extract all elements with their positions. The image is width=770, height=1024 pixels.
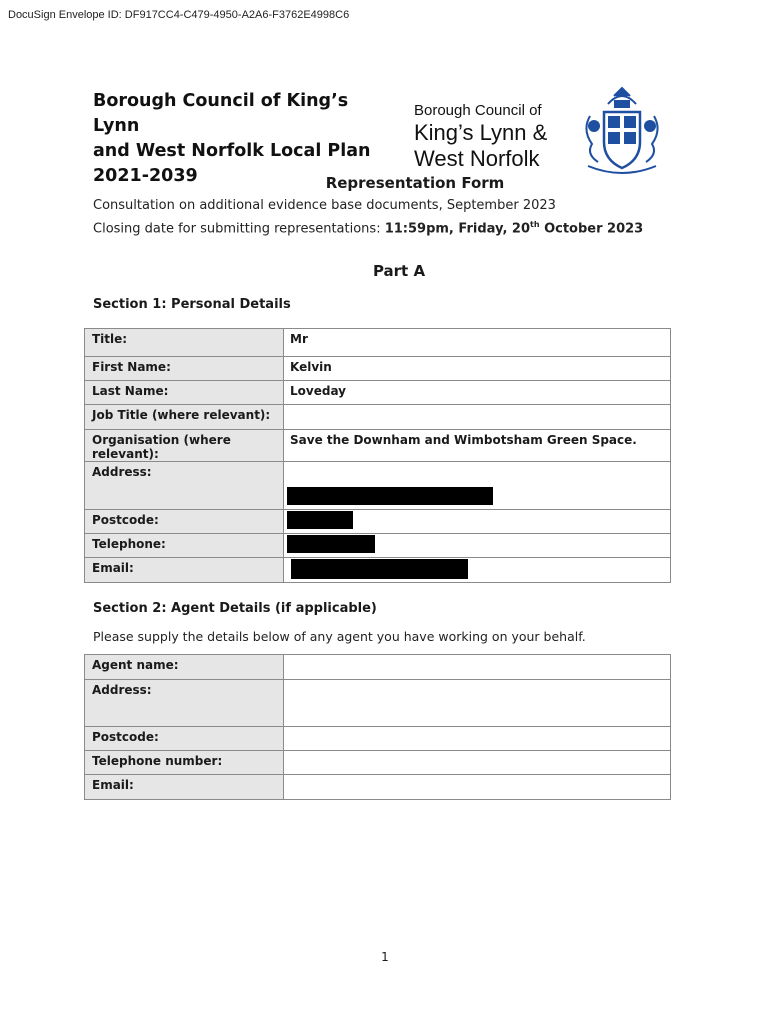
table-row: [85, 775, 671, 800]
table-row: [85, 680, 671, 727]
coat-of-arms-icon: [578, 86, 666, 178]
job-title-field[interactable]: [284, 405, 671, 430]
telephone-field[interactable]: [284, 534, 671, 558]
row-label: Address:: [85, 680, 284, 727]
row-label: Postcode:: [85, 510, 284, 534]
organisation-field[interactable]: Save the Downham and Wimbotsham Green Space.: [284, 430, 671, 462]
table-row: [85, 405, 671, 430]
closing-date-sup: th: [530, 220, 540, 229]
postcode-field[interactable]: [284, 510, 671, 534]
row-label: Address:: [85, 462, 284, 510]
table-row: [85, 534, 671, 558]
closing-date: [93, 220, 643, 236]
consultation-text: Consultation on additional evidence base documents, September 2023: [93, 198, 556, 213]
redaction-block: [287, 535, 375, 553]
row-label: Email:: [85, 775, 284, 800]
email-field[interactable]: [284, 558, 671, 583]
form-title: Representation Form: [325, 174, 505, 192]
row-label: Last Name:: [85, 381, 284, 405]
row-label: First Name:: [85, 357, 284, 381]
row-label: Postcode:: [85, 727, 284, 751]
agent-address-field[interactable]: [284, 680, 671, 727]
table-row: [85, 751, 671, 775]
agent-instruction: Please supply the details below of any agent you have working on your behalf.: [93, 629, 586, 644]
part-label: Part A: [372, 262, 426, 280]
first-name-field[interactable]: Kelvin: [284, 357, 671, 381]
redaction-block: [287, 487, 493, 505]
personal-details-table: [84, 328, 671, 583]
table-row: [85, 462, 671, 510]
closing-date-bold: 11:59pm, Friday, 20: [384, 221, 531, 237]
row-label: Title:: [85, 329, 284, 357]
council-logo-text: [414, 102, 547, 172]
closing-prefix: Closing date for submitting representations:: [93, 221, 385, 237]
row-label: Telephone number:: [85, 751, 284, 775]
title-line-1: Borough Council of King’s Lynn: [93, 91, 349, 136]
agent-email-field[interactable]: [284, 775, 671, 800]
row-label: Email:: [85, 558, 284, 583]
table-row: [85, 558, 671, 583]
docusign-envelope-id: DocuSign Envelope ID: DF917CC4-C479-4950-A2A6-F3762E4998C6: [8, 9, 350, 21]
title-line-2: and West Norfolk Local Plan: [93, 141, 371, 161]
table-row: [85, 510, 671, 534]
table-row: [85, 727, 671, 751]
table-row: [85, 381, 671, 405]
last-name-field[interactable]: Loveday: [284, 381, 671, 405]
section1-heading: Section 1: Personal Details: [93, 297, 291, 312]
agent-postcode-field[interactable]: [284, 727, 671, 751]
agent-details-table: [84, 654, 671, 800]
council-line-2: King’s Lynn &: [414, 120, 548, 145]
title-field[interactable]: Mr: [284, 329, 671, 357]
agent-telephone-field[interactable]: [284, 751, 671, 775]
agent-name-field[interactable]: [284, 655, 671, 680]
row-label: Agent name:: [85, 655, 284, 680]
closing-date-month: October 2023: [539, 221, 644, 237]
redaction-block: [287, 511, 353, 529]
address-field[interactable]: [284, 462, 671, 510]
table-row: [85, 357, 671, 381]
table-row: [85, 430, 671, 462]
row-label: Telephone:: [85, 534, 284, 558]
redaction-block: [291, 559, 468, 579]
council-line-1: Borough Council of: [414, 102, 542, 119]
row-label: Organisation (where relevant):: [85, 430, 284, 462]
page-number: 1: [381, 950, 389, 964]
table-row: [85, 655, 671, 680]
section2-heading: Section 2: Agent Details (if applicable): [93, 601, 377, 616]
row-label: Job Title (where relevant):: [85, 405, 284, 430]
title-line-3: 2021-2039: [93, 166, 198, 186]
council-line-3: West Norfolk: [414, 146, 540, 171]
table-row: [85, 329, 671, 357]
